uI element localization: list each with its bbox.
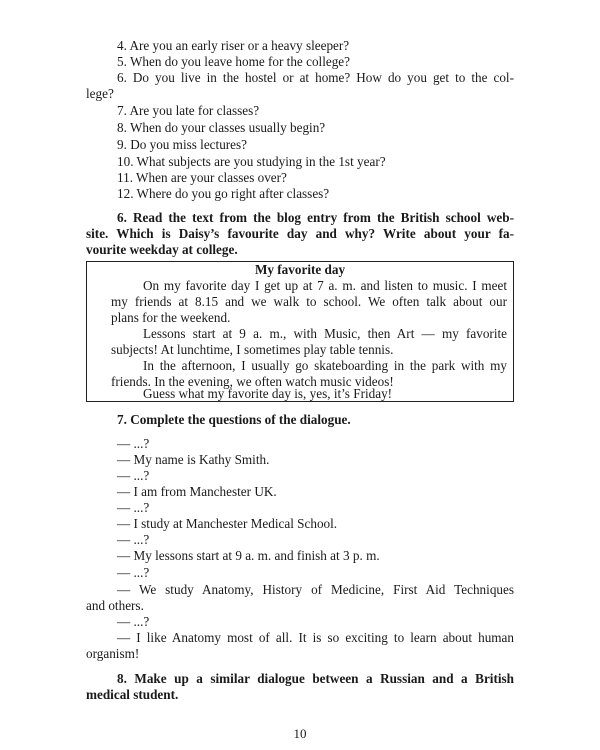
- dialogue-line: — I like Anatomy most of all. It is so exciting to learn about human: [117, 630, 514, 645]
- dialogue-line: — We study Anatomy, History of Medicine, First Aid Techniques: [117, 582, 514, 597]
- task-heading: 7. Complete the questions of the dialogue.: [117, 412, 351, 427]
- question-item: 7. Are you late for classes?: [117, 103, 260, 118]
- task-heading: 6. Read the text from the blog entry from the British school web-: [117, 210, 514, 225]
- blog-title: My favorite day: [254, 262, 346, 277]
- blog-line: my friends at 8.15 and we walk to school. We often talk about our: [111, 294, 507, 309]
- dialogue-line: organism!: [86, 646, 140, 661]
- question-item: 8. When do your classes usually begin?: [117, 120, 326, 135]
- blog-line: Lessons start at 9 a. m., with Music, then Art — my favorite: [143, 326, 507, 341]
- dialogue-line: — My name is Kathy Smith.: [117, 452, 270, 467]
- dialogue-line: — ...?: [117, 500, 150, 515]
- dialogue-line: — ...?: [117, 468, 150, 483]
- question-item: 11. When are your classes over?: [117, 170, 287, 185]
- dialogue-line: — ...?: [117, 614, 150, 629]
- question-item: 5. When do you leave home for the college?: [117, 54, 351, 69]
- task-heading: medical student.: [86, 687, 179, 702]
- task-heading: 8. Make up a similar dialogue between a Russian and a British: [117, 671, 514, 686]
- dialogue-line: — ...?: [117, 565, 150, 580]
- task-heading: vourite weekday at college.: [86, 242, 238, 257]
- dialogue-line: — ...?: [117, 436, 150, 451]
- blog-line: In the afternoon, I usually go skateboarding in the park with my: [143, 358, 507, 373]
- blog-line: plans for the weekend.: [111, 310, 231, 325]
- dialogue-line: and others.: [86, 598, 144, 613]
- dialogue-line: — I am from Manchester UK.: [117, 484, 277, 499]
- blog-line: Guess what my favorite day is, yes, it’s Friday!: [143, 386, 393, 401]
- blog-line: On my favorite day I get up at 7 a. m. and listen to music. I meet: [143, 278, 507, 293]
- question-item: 6. Do you live in the hostel or at home? How do you get to the col-: [117, 70, 514, 85]
- question-item: 9. Do you miss lectures?: [117, 137, 248, 152]
- page-number: 10: [293, 726, 307, 741]
- blog-line: friends. In the evening, we often watch music videos!: [111, 374, 394, 389]
- dialogue-line: — I study at Manchester Medical School.: [117, 516, 338, 531]
- question-item: lege?: [86, 86, 114, 101]
- task-heading: site. Which is Daisy’s favourite day and why? Write about your fa-: [86, 226, 514, 241]
- question-item: 4. Are you an early riser or a heavy sleeper?: [117, 38, 350, 53]
- question-item: 12. Where do you go right after classes?: [117, 186, 330, 201]
- dialogue-line: — My lessons start at 9 a. m. and finish at 3 p. m.: [117, 548, 380, 563]
- question-item: 10. What subjects are you studying in the 1st year?: [117, 154, 386, 169]
- dialogue-line: — ...?: [117, 532, 150, 547]
- blog-line: subjects! At lunchtime, I sometimes play table tennis.: [111, 342, 394, 357]
